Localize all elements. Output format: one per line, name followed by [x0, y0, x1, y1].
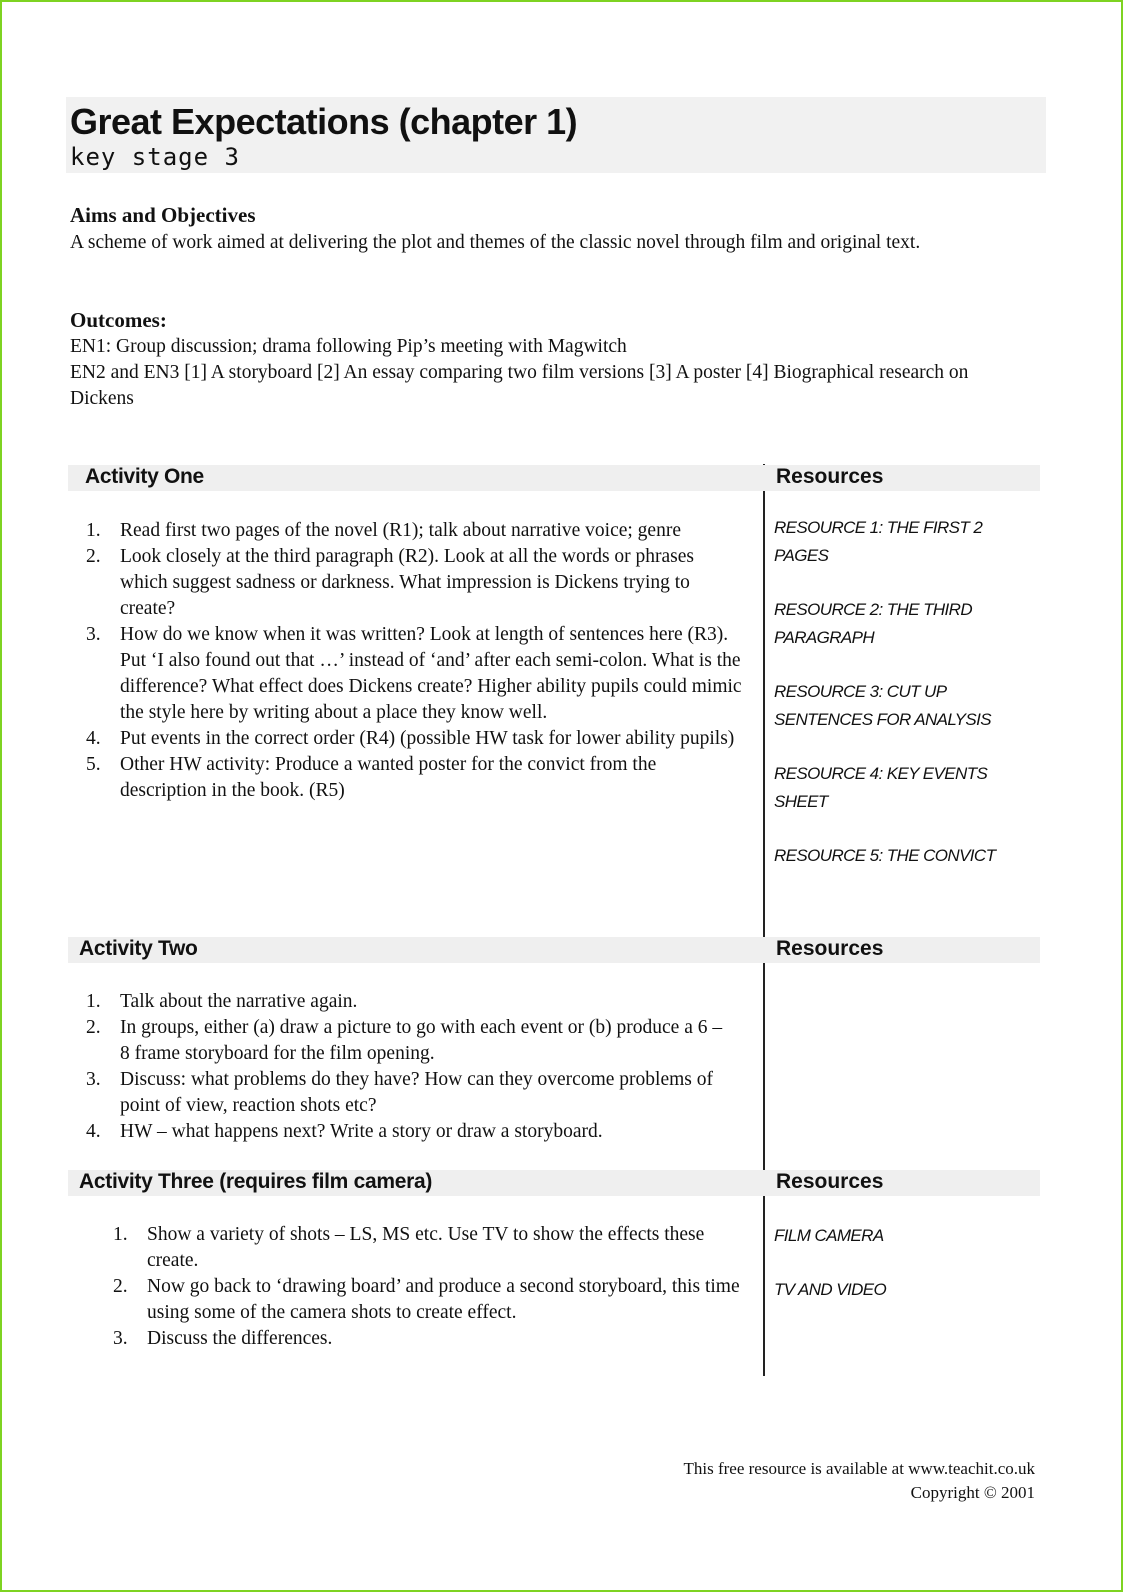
outcomes-line-2: EN2 and EN3 [1] A storyboard [2] An essay comparing two film versions [3] A poster [4] Biographical research on Dickens: [70, 362, 969, 409]
list-item: 2. Now go back to ‘drawing board’ and produce a second storyboard, this time using some of the camera shots to create effect.: [113, 1276, 740, 1323]
list-item: 1. Talk about the narrative again.: [86, 991, 358, 1012]
activity-two-resources-title: Resources: [776, 937, 884, 960]
list-item: 3. Discuss: what problems do they have? How can they overcome problems of point of view, reaction shots etc?: [86, 1069, 713, 1116]
activity-one-list: [86, 518, 746, 804]
resource-item: FILM CAMERA: [774, 1226, 884, 1245]
activity-two-list: [86, 989, 726, 1145]
resource-item: RESOURCE 4: KEY EVENTS SHEET: [774, 764, 988, 811]
outcomes-heading: Outcomes:: [70, 308, 167, 332]
list-item: 1. Read first two pages of the novel (R1); talk about narrative voice; genre: [86, 520, 681, 541]
resource-item: RESOURCE 5: THE CONVICT: [774, 846, 996, 865]
list-item: 3. How do we know when it was written? Look at length of sentences here (R3). Put ‘I also found out that …’ instead of ‘and’ after each semi-colon. What is the difference? What effect does Dickens create? Higher ability pupils could mimic the style here by writing about a place they know well.: [86, 624, 742, 723]
aims-text: A scheme of work aimed at delivering the plot and themes of the classic novel through film and original text.: [70, 232, 921, 253]
activity-three-title: Activity Three (requires film camera): [79, 1170, 433, 1193]
resource-item: TV AND VIDEO: [774, 1280, 887, 1299]
list-item: 2. In groups, either (a) draw a picture to go with each event or (b) produce a 6 – 8 frame storyboard for the film opening.: [86, 1017, 723, 1064]
activity-one-title: Activity One: [85, 465, 204, 488]
activity-two-header-bar: [68, 937, 1040, 963]
list-item: 3. Discuss the differences.: [113, 1328, 333, 1349]
page-subtitle: key stage 3: [70, 143, 240, 171]
list-item: 1. Show a variety of shots – LS, MS etc. Use TV to show the effects these create.: [113, 1224, 705, 1271]
list-item: 4. HW – what happens next? Write a story or draw a storyboard.: [86, 1121, 603, 1142]
outcomes-line-1: EN1: Group discussion; drama following Pip’s meeting with Magwitch: [70, 336, 627, 357]
page-title: Great Expectations (chapter 1): [70, 101, 578, 142]
aims-heading: Aims and Objectives: [70, 203, 256, 227]
list-item: 2. Look closely at the third paragraph (R2). Look at all the words or phrases which suggest sadness or darkness. What impression is Dickens trying to create?: [86, 546, 695, 619]
resource-item: RESOURCE 2: THE THIRD PARAGRAPH: [774, 600, 973, 647]
activity-one-resources-title: Resources: [776, 465, 884, 488]
resource-item: RESOURCE 1: THE FIRST 2 PAGES: [774, 518, 983, 565]
resource-item: RESOURCE 3: CUT UP SENTENCES FOR ANALYSIS: [774, 682, 991, 729]
activity-three-list: [113, 1222, 753, 1352]
activity-one-header-bar: [68, 465, 1040, 491]
activity-two-title: Activity Two: [79, 937, 198, 960]
list-item: 4. Put events in the correct order (R4) (possible HW task for lower ability pupils): [86, 728, 735, 749]
activity-three-resources-title: Resources: [776, 1170, 884, 1193]
column-divider: [763, 464, 765, 1376]
list-item: 5. Other HW activity: Produce a wanted poster for the convict from the description in the book. (R5): [86, 754, 657, 801]
title-block: [66, 97, 1046, 173]
footer-availability: This free resource is available at www.teachit.co.uk: [683, 1459, 1035, 1478]
footer-copyright: Copyright © 2001: [910, 1483, 1035, 1502]
